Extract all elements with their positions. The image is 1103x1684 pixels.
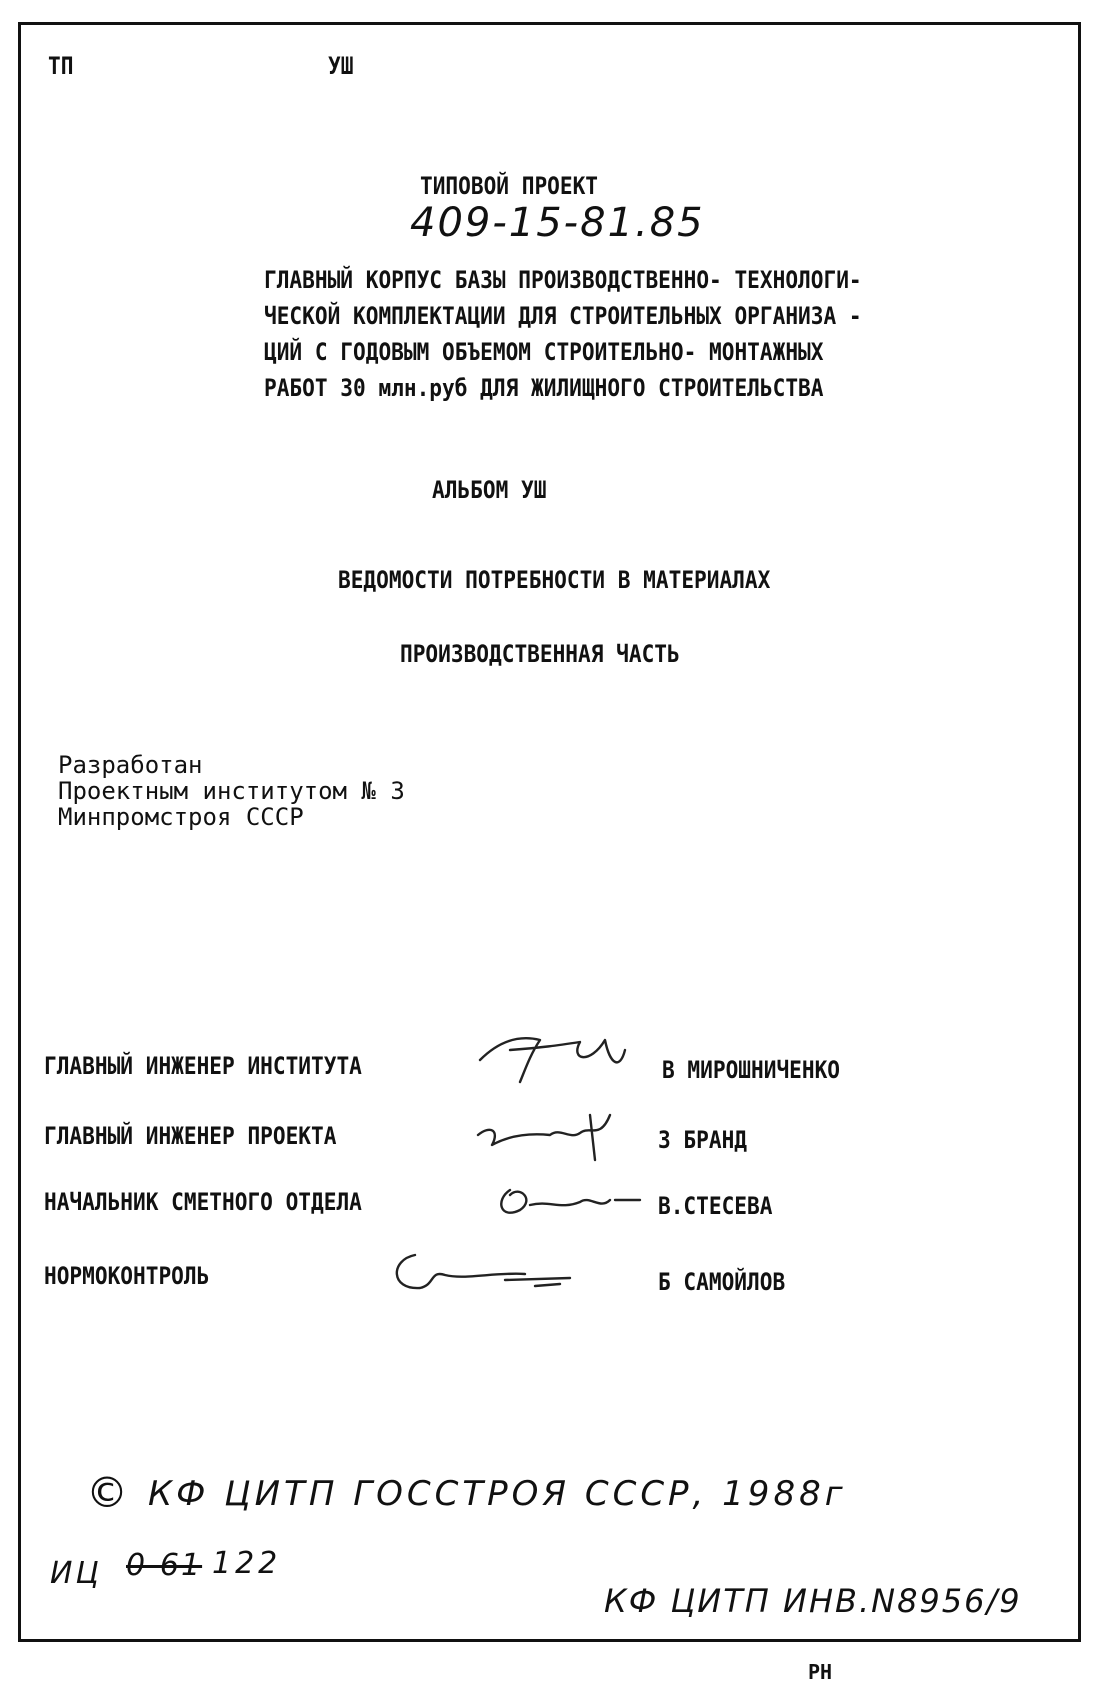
page-frame [18, 22, 1081, 1642]
signature-role-chief-engineer-institute: ГЛАВНЫЙ ИНЖЕНЕР ИНСТИТУТА [44, 1052, 362, 1080]
copyright-symbol: © [86, 1468, 128, 1517]
header-album-code: УШ [328, 52, 354, 80]
part-title: ПРОИЗВОДСТВЕННАЯ ЧАСТЬ [400, 640, 680, 668]
signature-role-norm-control: НОРМОКОНТРОЛЬ [44, 1262, 210, 1290]
copyright-stamp: КФ ЦИТП ГОССТРОЯ СССР, 1988г [148, 1474, 847, 1514]
inventory-number: 122 [212, 1546, 282, 1581]
project-label: ТИПОВОЙ ПРОЕКТ [420, 172, 599, 200]
project-title-line-2: ЧЕСКОЙ КОМПЛЕКТАЦИИ ДЛЯ СТРОИТЕЛЬНЫХ ОРГАНИЗА - [264, 302, 862, 330]
footer-fragment: РН [808, 1660, 833, 1684]
signature-name-4: Б САМОЙЛОВ [658, 1268, 786, 1296]
album-title: АЛЬБОМ УШ [432, 476, 547, 504]
signature-mark-1 [470, 1020, 630, 1090]
archive-stamp: КФ ЦИТП ИНВ.N8956/9 [604, 1582, 1022, 1620]
signature-name-1: В МИРОШНИЧЕНКО [662, 1056, 841, 1084]
signature-mark-3 [490, 1170, 650, 1230]
project-number: 409-15-81.85 [410, 200, 705, 246]
signature-mark-4 [385, 1240, 585, 1300]
signature-role-chief-engineer-project: ГЛАВНЫЙ ИНЖЕНЕР ПРОЕКТА [44, 1122, 337, 1150]
signature-role-estimate-head: НАЧАЛЬНИК СМЕТНОГО ОТДЕЛА [44, 1188, 362, 1216]
section-title: ВЕДОМОСТИ ПОТРЕБНОСТИ В МАТЕРИАЛАХ [338, 566, 771, 594]
header-left-code: ТП [48, 52, 74, 80]
developer-line-1: Разработан [58, 751, 203, 779]
signature-mark-2 [470, 1105, 620, 1165]
project-title-line-1: ГЛАВНЫЙ КОРПУС БАЗЫ ПРОИЗВОДСТВЕННО- ТЕХНОЛОГИ- [264, 266, 862, 294]
project-title-line-3: ЦИЙ С ГОДОВЫМ ОБЪЕМОМ СТРОИТЕЛЬНО- МОНТАЖНЫХ [264, 338, 824, 366]
inventory-prefix: ИЦ [50, 1556, 102, 1591]
developer-line-2: Проектным институтом № 3 [58, 777, 405, 805]
signature-name-3: В.СТЕСЕВА [658, 1192, 773, 1220]
inventory-struck-number: 0-61 [126, 1548, 203, 1583]
developer-line-3: Минпромстроя СССР [58, 803, 304, 831]
signature-name-2: З БРАНД [658, 1126, 748, 1154]
project-title-line-4: РАБОТ 30 млн.руб ДЛЯ ЖИЛИЩНОГО СТРОИТЕЛЬСТВА [264, 374, 824, 402]
